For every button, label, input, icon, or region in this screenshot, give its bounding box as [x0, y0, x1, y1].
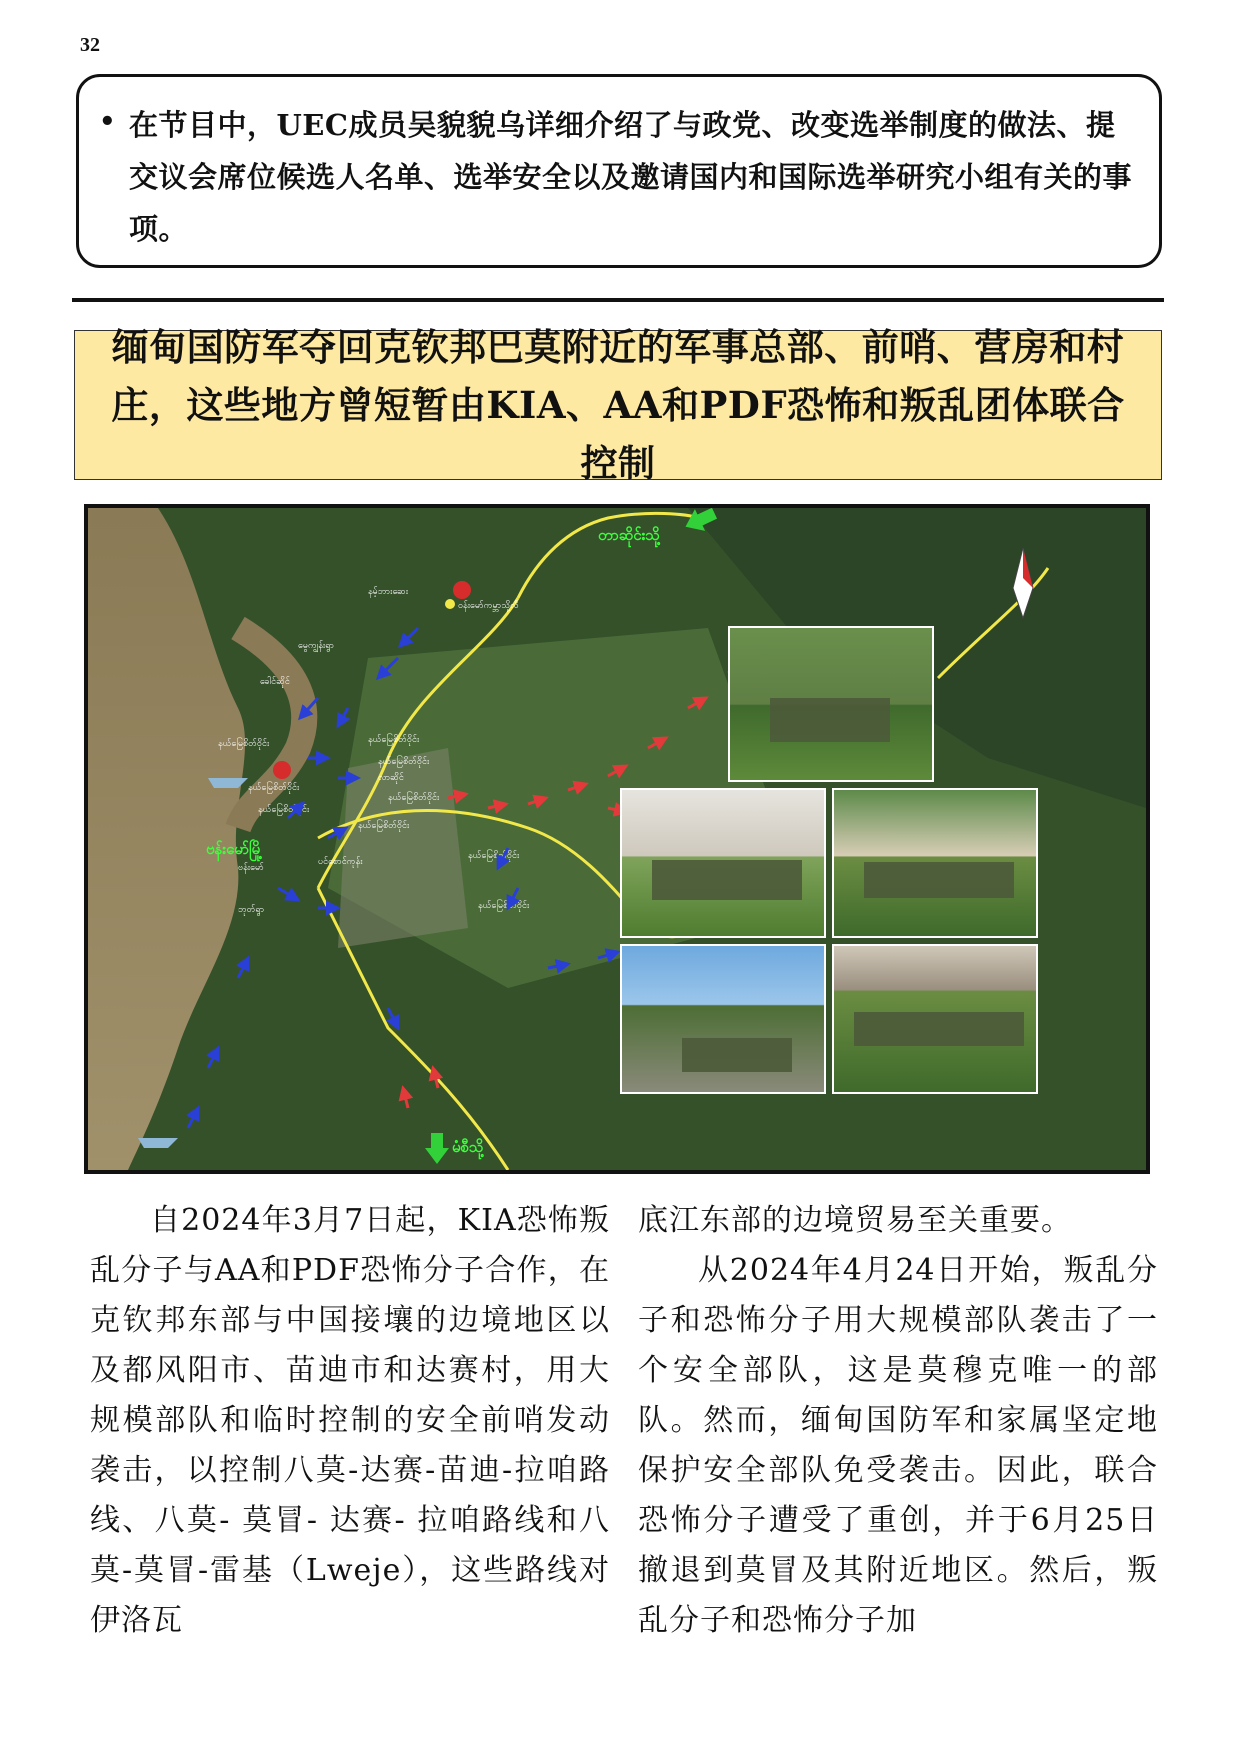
section-divider [72, 298, 1164, 302]
photo-soldiers-camp [832, 788, 1038, 938]
map-label-hq: ဝန်းမော်ကမ္ဘာသို့လီ [458, 601, 519, 611]
map-label-post: နယ်မြေစိတ်ဝိုင်း [218, 739, 270, 749]
operation-map [84, 504, 1150, 1174]
map-label-village: ဗန်းမော် [238, 863, 264, 873]
soldiers-group [770, 698, 890, 742]
photo-soldiers-trees [620, 944, 826, 1094]
map-label-post: နယ်မြေစိတ်ဝိုင်း [358, 821, 410, 831]
road-label-south: မံစီသို့ [452, 1138, 484, 1156]
map-label-village: ပင်စောင်ကုန်း [318, 857, 363, 867]
callout-box [76, 74, 1162, 268]
hq-marker-icon [453, 581, 471, 599]
map-label-village: နမ့်ဘားဆေး [368, 587, 408, 597]
photo-soldiers-flag [728, 626, 934, 782]
map-label-village: မွေကျွန်းရွာ [298, 641, 335, 651]
map-label-post: နယ်မြေစိတ်ဝိုင်း [248, 783, 300, 793]
body-paragraph: 自2024年3月7日起，KIA恐怖叛乱分子与AA和PDF恐怖分子合作，在克钦邦东部与中国接壤的边境地区以及都风阳市、苗迪市和达赛村，用大规模部队和临时控制的安全前哨发动袭击，以控制八莫-达赛-苗迪-拉咱路线、八莫- 莫冒- 达赛- 拉咱路线和八莫-莫冒-雷基（Lweje），这些路线对伊洛瓦 [90, 1203, 610, 1638]
body-paragraph: 底江东部的边境贸易至关重要。 [638, 1203, 1072, 1238]
location-pin-icon [445, 599, 455, 609]
map-label-post: နယ်မြေစိတ်ဝိုင်း [258, 805, 310, 815]
body-paragraph: 从2024年4月24日开始，叛乱分子和恐怖分子用大规模部队袭击了一个安全部队，这是莫穆克唯一的部队。然而，缅甸国防军和家属坚定地保护安全部队免受袭击。因此，联合恐怖分子遭受了重创，并于6月25日撤退到莫冒及其附近地区。然后，叛乱分子和恐怖分子加 [638, 1253, 1158, 1638]
hq-marker-icon [273, 761, 291, 779]
photo-soldiers-shelter [832, 944, 1038, 1094]
article-headline-box [74, 325, 1162, 485]
map-label-village: ခေါင်ဆိုင် [260, 677, 290, 687]
map-label-post: နယ်မြေစိတ်ဝိုင်း [368, 735, 420, 745]
page-number: 32 [80, 34, 100, 56]
body-column-left [90, 1196, 610, 1646]
photo-soldiers-building [620, 788, 826, 938]
article-headline: 缅甸国防军夺回克钦邦巴莫附近的军事总部、前哨、营房和村庄，这些地方曾短暂由KIA、AA和PDF恐怖和叛乱团体联合控制 [111, 325, 1125, 485]
map-label-post: နယ်မြေစိတ်ဝိုင်း [378, 757, 430, 767]
bullet-icon: • [99, 107, 116, 137]
road-label-northeast: တာဆိုင်းသို့ [598, 526, 660, 544]
body-column-right [638, 1196, 1158, 1646]
map-label-village: လာဆိုင် [378, 773, 404, 783]
map-label-village: ဘုတ်ရွာ [238, 905, 265, 915]
callout-text: 在节目中，UEC成员吴貌貌乌详细介绍了与政党、改变选举制度的做法、提交议会席位候选人名单、选举安全以及邀请国内和国际选举研究小组有关的事项。 [129, 108, 1133, 246]
map-label-post: နယ်မြေစိတ်ဝိုင်း [478, 901, 530, 911]
map-label-post: နယ်မြေစိတ်ဝိုင်း [468, 851, 520, 861]
map-label-post: နယ်မြေစိတ်ဝိုင်း [388, 793, 440, 803]
town-label: ဗန်းမော်မြို့ [206, 840, 263, 858]
